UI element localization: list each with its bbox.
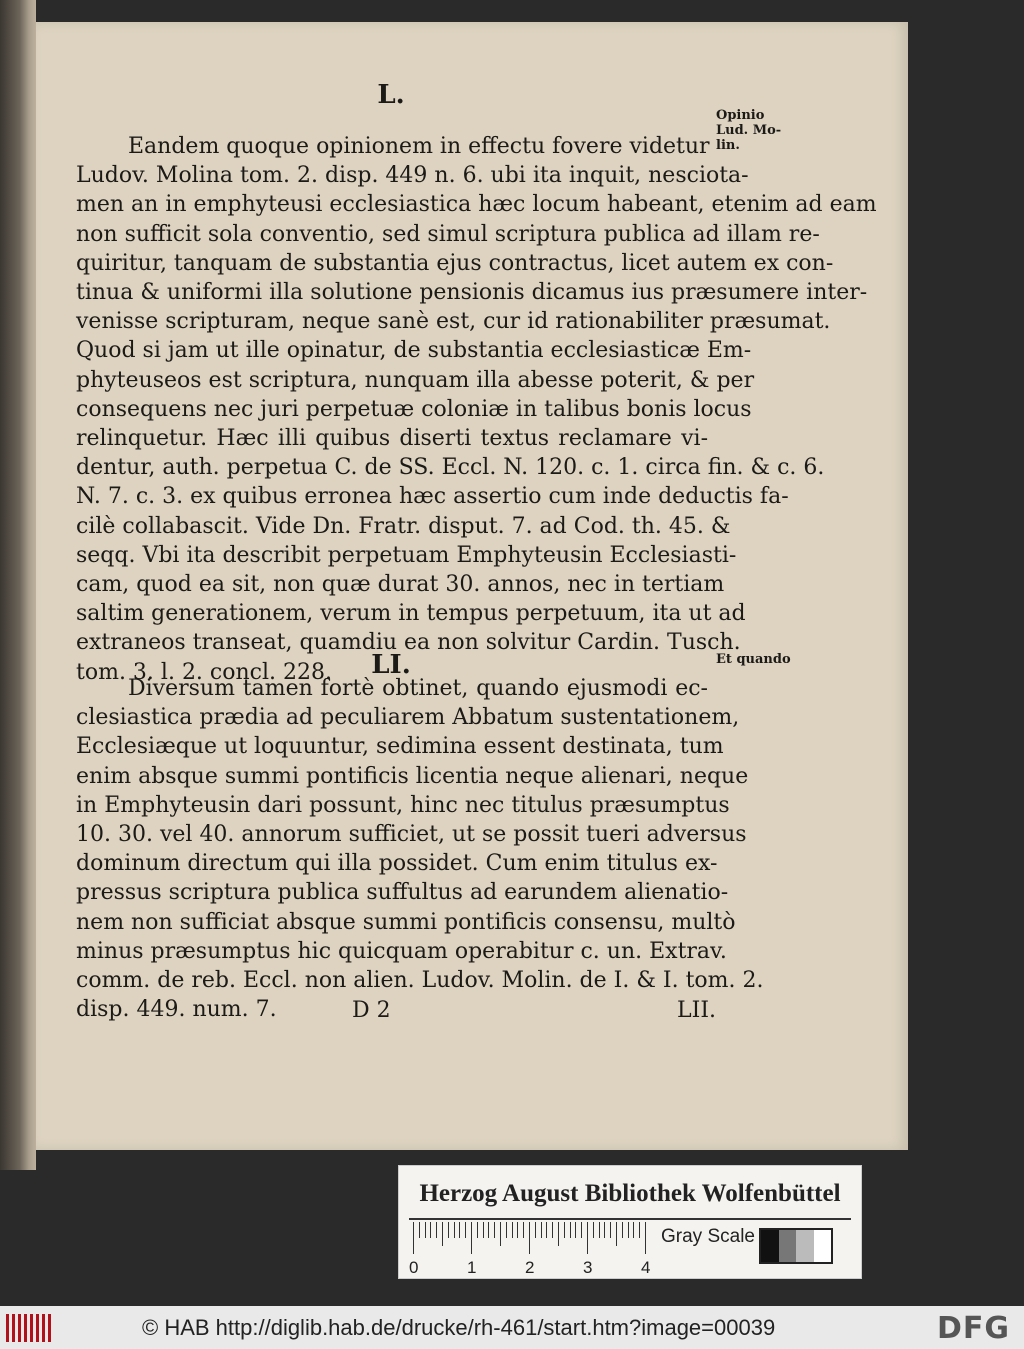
ruler-tick bbox=[639, 1222, 640, 1238]
text-line: comm. de reb. Eccl. non alien. Ludov. Molin. de I. & I. tom. 2. bbox=[76, 968, 764, 994]
text-line: in Emphyteusin dari possunt, hinc nec titulus præsumptus bbox=[76, 792, 730, 818]
text-line: cilè collabascit. Vide Dn. Fratr. disput. 7. ad Cod. th. 45. & bbox=[76, 513, 731, 539]
gray-scale-swatches bbox=[759, 1228, 833, 1264]
ruler-tick bbox=[604, 1222, 605, 1238]
viewer-footer bbox=[0, 1306, 1024, 1349]
text-line: quiritur, tanquam de substantia ejus contractus, licet autem ex con- bbox=[76, 250, 834, 276]
book-page bbox=[36, 22, 908, 1150]
ruler-tick bbox=[581, 1222, 582, 1238]
hab-logo-bar bbox=[6, 1314, 9, 1342]
ruler-tick bbox=[430, 1222, 431, 1238]
hab-logo-bar bbox=[36, 1314, 39, 1342]
text-line: tinua & uniformi illa solutione pensionis dicamus ius præsumere inter- bbox=[76, 280, 868, 306]
ruler-number: 0 bbox=[409, 1258, 419, 1277]
ruler-tick bbox=[570, 1222, 571, 1238]
text-line: nem non sufficiat absque summi pontificis consensu, multò bbox=[76, 909, 736, 935]
hab-logo-bar bbox=[48, 1314, 51, 1342]
ruler-tick bbox=[436, 1222, 437, 1238]
ruler-tick bbox=[535, 1222, 536, 1238]
hab-logo-icon bbox=[6, 1314, 51, 1342]
ruler-tick bbox=[622, 1222, 623, 1238]
copyright-url[interactable]: © HAB http://diglib.hab.de/drucke/rh-461/start.htm?image=00039 bbox=[142, 1315, 776, 1340]
ruler-tick bbox=[413, 1222, 414, 1254]
text-line: relinquetur. Hæc illi quibus diserti textus reclamare vi- bbox=[76, 426, 708, 452]
ruler-tick bbox=[512, 1222, 513, 1238]
facing-page-edge bbox=[0, 0, 36, 1170]
ruler-tick bbox=[494, 1222, 495, 1238]
ruler-tick bbox=[546, 1222, 547, 1238]
text-line: disp. 449. num. 7. bbox=[76, 997, 277, 1023]
margin-note-et-quando bbox=[716, 652, 816, 667]
ruler-number: 1 bbox=[467, 1258, 477, 1277]
catchword: LII. bbox=[677, 998, 716, 1023]
ruler-tick bbox=[471, 1222, 472, 1254]
text-line: pressus scriptura publica suffultus ad earundem alienatio- bbox=[76, 880, 729, 906]
ruler-tick bbox=[541, 1222, 542, 1238]
margin-note-line: lin. bbox=[716, 138, 740, 153]
text-line: seqq. Vbi ita describit perpetuam Emphyteusin Ecclesiasti- bbox=[76, 542, 737, 568]
section-li-text bbox=[76, 674, 764, 1024]
ruler-tick bbox=[628, 1222, 629, 1238]
ruler-tick bbox=[488, 1222, 489, 1238]
text-line: clesiastica prædia ad peculiarem Abbatum sustentationem, bbox=[76, 705, 740, 731]
hab-logo-bar bbox=[42, 1314, 45, 1342]
ruler-tick bbox=[517, 1222, 518, 1238]
ruler-tick bbox=[575, 1222, 576, 1238]
text-line: Quod si jam ut ille opinatur, de substantia ecclesiasticæ Em- bbox=[76, 338, 752, 364]
text-line: non sufficit sola conventio, sed simul scriptura publica ad illam re- bbox=[76, 221, 820, 247]
text-line: venisse scripturam, neque sanè est, cur id rationabiliter præsumat. bbox=[76, 309, 831, 335]
ruler-tick bbox=[552, 1222, 553, 1238]
text-line: men an in emphyteusi ecclesiastica hæc locum habeant, etenim ad eam bbox=[76, 192, 877, 218]
ruler-tick bbox=[610, 1222, 611, 1238]
text-line: consequens nec juri perpetuæ coloniæ in talibus bonis locus bbox=[76, 396, 752, 422]
ruler-tick bbox=[442, 1222, 443, 1246]
gray-scale-label: Gray Scale bbox=[661, 1226, 755, 1247]
ruler-tick bbox=[529, 1222, 530, 1254]
text-line: Ludov. Molina tom. 2. disp. 449 n. 6. ubi ita inquit, nesciota- bbox=[76, 163, 749, 189]
text-line: phyteuseos est scriptura, nunquam illa abesse poterit, & per bbox=[76, 367, 755, 393]
text-line: Ecclesiæque ut loquuntur, sedimina essent destinata, tum bbox=[76, 734, 724, 760]
hab-logo-bar bbox=[12, 1314, 15, 1342]
text-line: enim absque summi pontificis licentia neque alienari, neque bbox=[76, 763, 749, 789]
ruler-tick bbox=[419, 1222, 420, 1238]
gray-swatch bbox=[814, 1230, 832, 1262]
text-line: dentur, auth. perpetua C. de SS. Eccl. N. 120. c. 1. circa fin. & c. 6. bbox=[76, 455, 825, 481]
ruler-tick bbox=[593, 1222, 594, 1238]
text-line: minus præsumptus hic quicquam operabitur c. un. Extrav. bbox=[76, 938, 727, 964]
ruler-number: 4 bbox=[641, 1258, 651, 1277]
library-name: Herzog August Bibliothek Wolfenbüttel bbox=[419, 1180, 841, 1207]
section-heading-l: L. bbox=[377, 80, 405, 110]
margin-note-line: Lud. Mo- bbox=[716, 123, 782, 138]
ruler-tick bbox=[500, 1222, 501, 1246]
gray-swatch bbox=[796, 1230, 814, 1262]
hab-logo-bar bbox=[18, 1314, 21, 1342]
text-line: 10. 30. vel 40. annorum sufficiet, ut se possit tueri adversus bbox=[76, 822, 747, 848]
ruler-tick bbox=[633, 1222, 634, 1238]
ruler-tick bbox=[564, 1222, 565, 1238]
ruler-tick bbox=[448, 1222, 449, 1238]
ruler-tick bbox=[483, 1222, 484, 1238]
ruler-tick bbox=[616, 1222, 617, 1246]
text-line: tom. 3. l. 2. concl. 228. bbox=[76, 659, 332, 685]
signature-mark: D 2 bbox=[352, 998, 391, 1023]
margin-note-line: Et quando bbox=[716, 652, 791, 667]
ruler-tick bbox=[558, 1222, 559, 1246]
section-heading-li: LI. bbox=[371, 650, 411, 680]
ruler-number: 2 bbox=[525, 1258, 535, 1277]
ruler-tick bbox=[425, 1222, 426, 1238]
ruler-tick bbox=[645, 1222, 646, 1254]
gray-swatch bbox=[761, 1230, 779, 1262]
text-line: saltim generationem, verum in tempus perpetuum, ita ut ad bbox=[76, 601, 746, 627]
scale-ruler bbox=[409, 1222, 653, 1277]
ruler-tick bbox=[465, 1222, 466, 1238]
ruler-tick bbox=[523, 1222, 524, 1238]
ruler-number: 3 bbox=[583, 1258, 593, 1277]
margin-note-line: Opinio bbox=[716, 108, 765, 123]
text-line: dominum directum qui illa possidet. Cum enim titulus ex- bbox=[76, 851, 718, 877]
ruler-tick bbox=[587, 1222, 588, 1254]
page-footer bbox=[76, 998, 716, 1028]
text-line: Diversum tamen fortè obtinet, quando ejusmodi ec- bbox=[128, 676, 708, 701]
hab-logo-bar bbox=[30, 1314, 33, 1342]
margin-note-opinio bbox=[716, 108, 816, 153]
text-line: N. 7. c. 3. ex quibus erronea hæc assertio cum inde deductis fa- bbox=[76, 484, 789, 510]
ruler-tick bbox=[459, 1222, 460, 1238]
gray-swatch bbox=[779, 1230, 797, 1262]
dfg-logo: DFG bbox=[936, 1311, 1010, 1346]
hab-logo-bar bbox=[24, 1314, 27, 1342]
card-divider bbox=[409, 1218, 851, 1220]
ruler-tick bbox=[477, 1222, 478, 1238]
text-line: cam, quod ea sit, non quæ durat 30. annos, nec in tertiam bbox=[76, 572, 725, 598]
text-line: Eandem quoque opinionem in effectu fovere videtur bbox=[128, 134, 710, 159]
text-line: extraneos transeat, quamdiu ea non solvitur Cardin. Tusch. bbox=[76, 630, 741, 656]
ruler-tick bbox=[599, 1222, 600, 1238]
color-calibration-card bbox=[398, 1165, 862, 1279]
ruler-tick bbox=[506, 1222, 507, 1238]
ruler-tick bbox=[454, 1222, 455, 1238]
